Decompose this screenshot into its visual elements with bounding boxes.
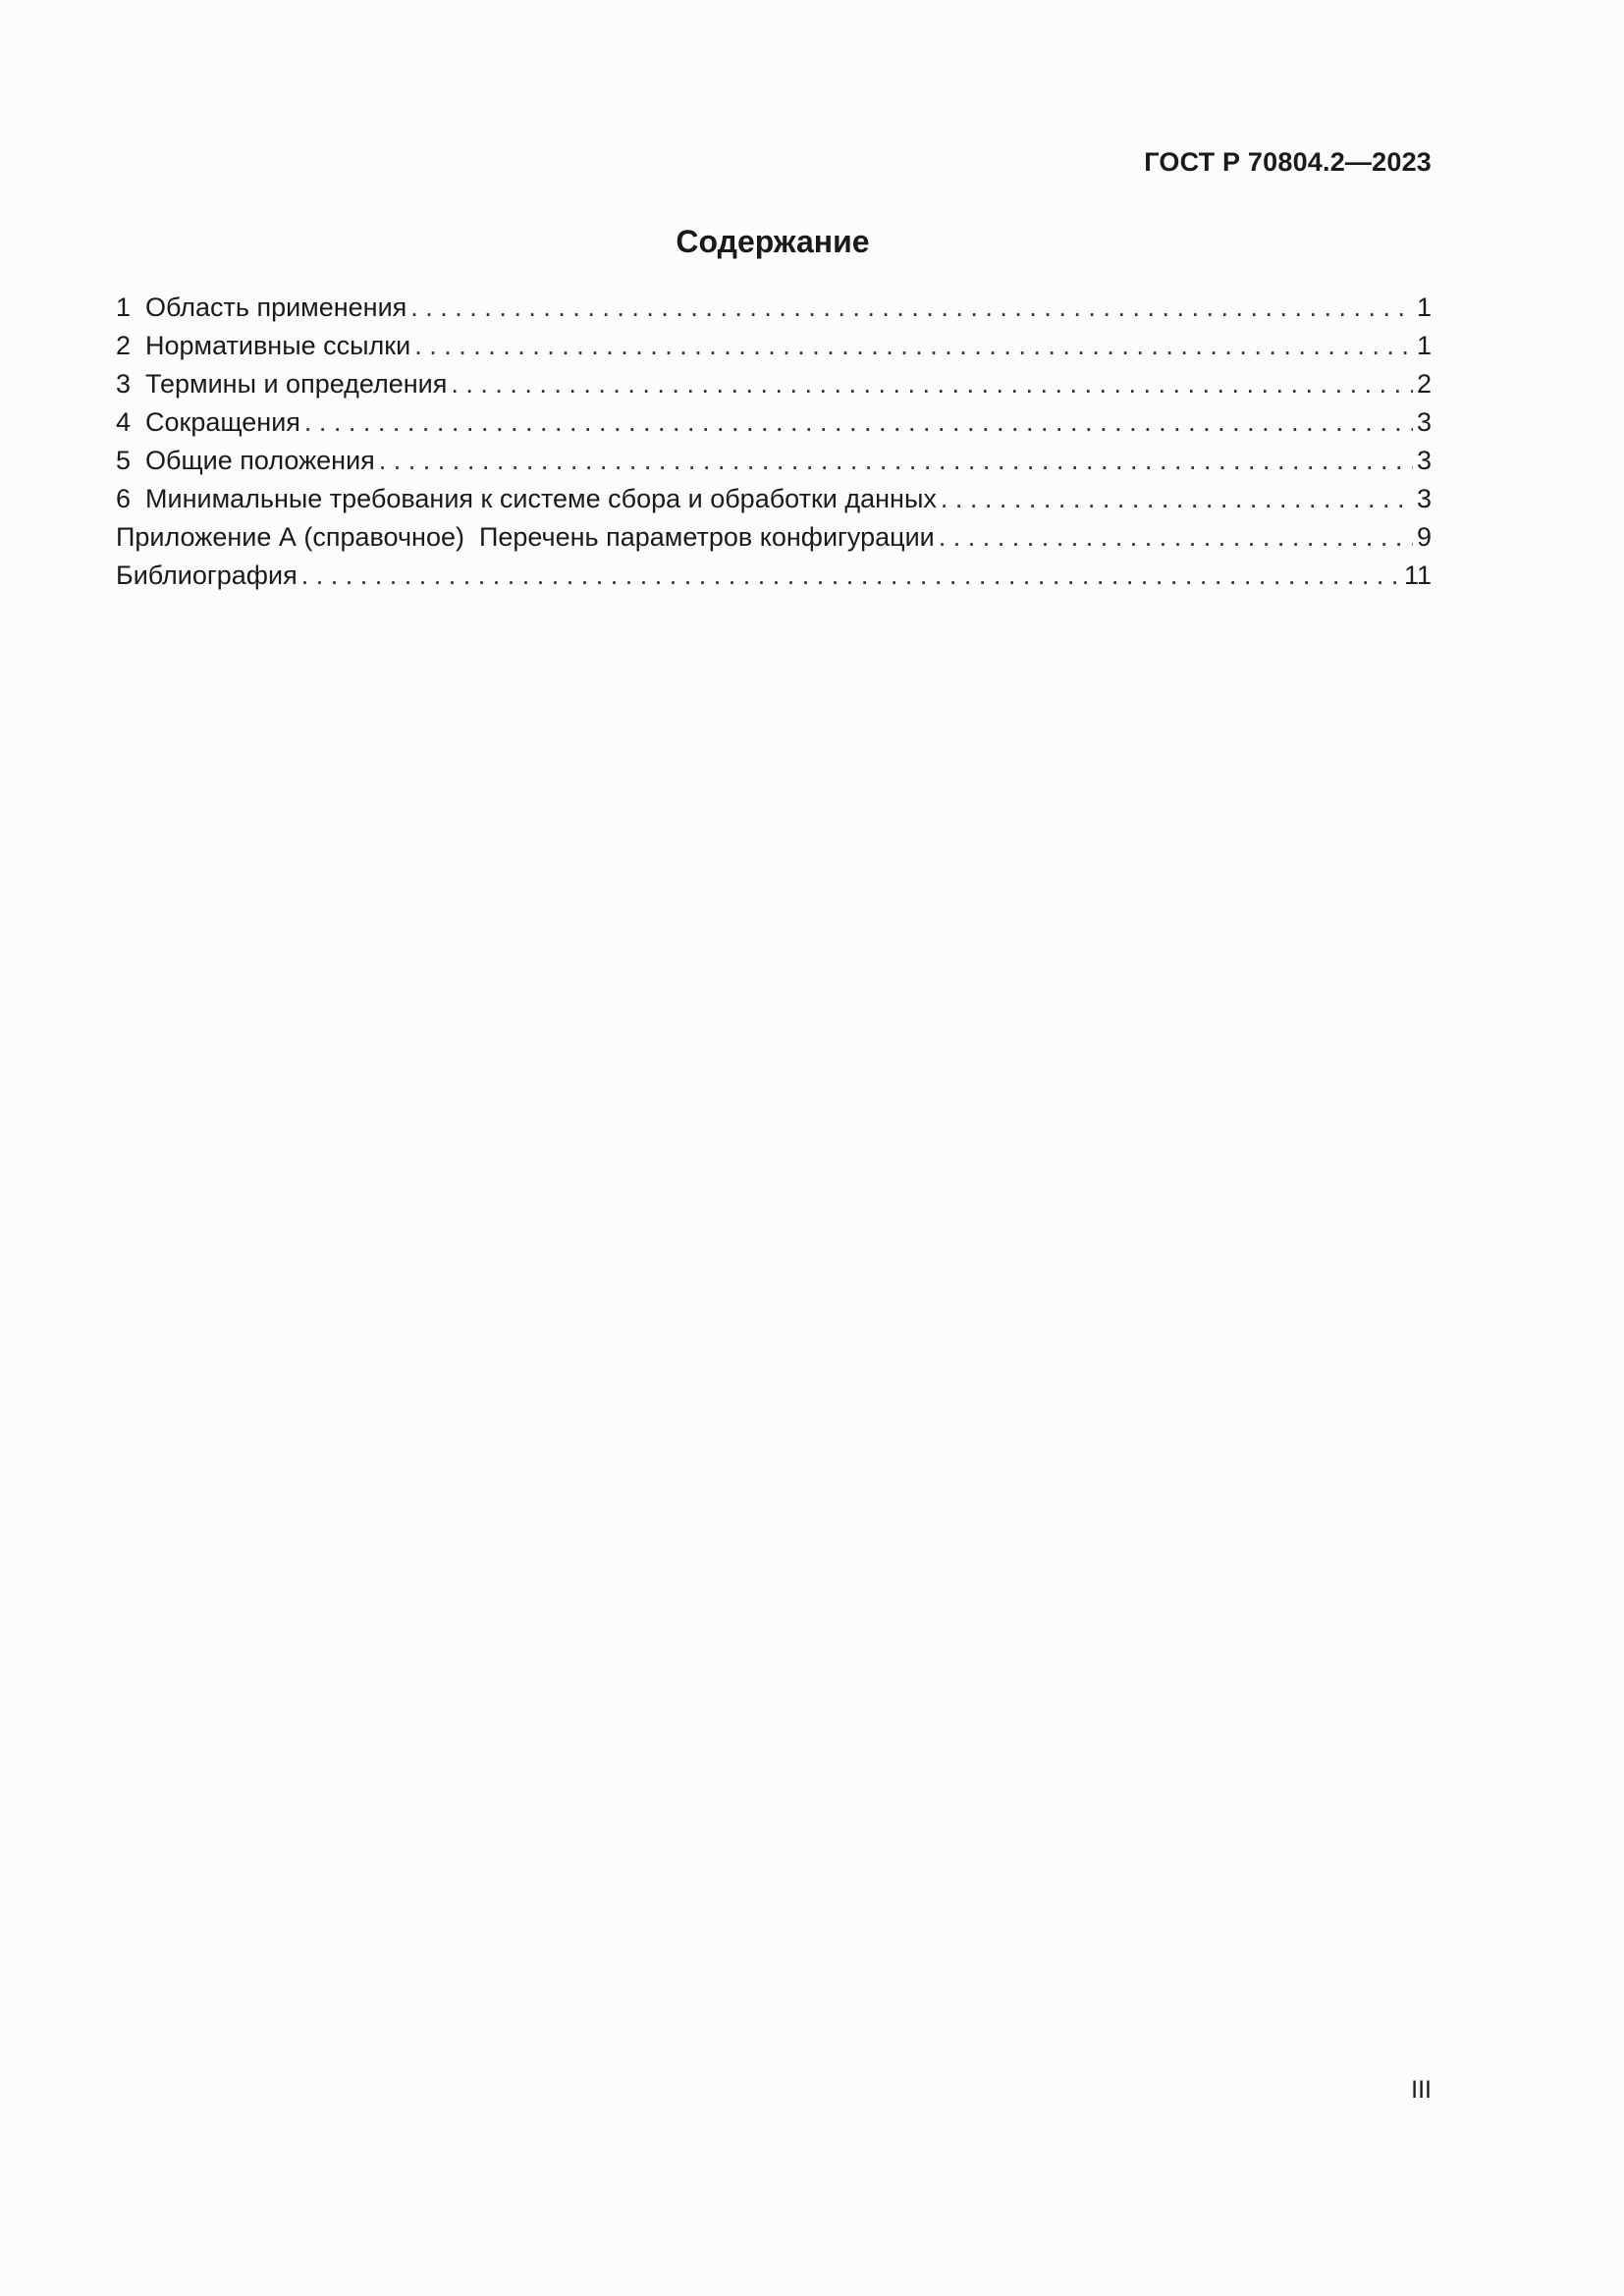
toc-item-number: 5: [116, 446, 132, 475]
toc-dot-leader: [414, 327, 1413, 365]
toc-item-title: Общие положения: [145, 446, 375, 475]
toc-item-number: 2: [116, 331, 132, 360]
toc-item-page: 1: [1416, 331, 1432, 360]
toc-item-6[interactable]: [116, 480, 1432, 518]
toc-item-1[interactable]: [116, 289, 1432, 327]
toc-dot-leader: [939, 518, 1413, 557]
toc-item-number: 1: [116, 293, 132, 322]
toc-dot-leader: [451, 365, 1413, 403]
toc-item-3[interactable]: [116, 365, 1432, 403]
toc-item-page: 3: [1416, 484, 1432, 513]
document-code: ГОСТ Р 70804.2—2023: [1144, 147, 1432, 177]
toc-item-title: Приложение А (справочное) Перечень параметров конфигурации: [116, 522, 935, 552]
toc-item-2[interactable]: [116, 327, 1432, 365]
toc-item-page: 3: [1416, 446, 1432, 475]
toc-item-4[interactable]: [116, 403, 1432, 442]
toc-dot-leader: [410, 289, 1413, 327]
toc-item-appendix-a[interactable]: [116, 518, 1432, 557]
page-number: III: [1411, 2076, 1432, 2104]
toc-dot-leader: [941, 480, 1413, 518]
toc-item-number: 3: [116, 369, 132, 399]
toc-item-page: 2: [1416, 369, 1432, 399]
toc-dot-leader: [379, 442, 1413, 480]
toc-item-page: 9: [1416, 522, 1432, 552]
toc-item-number: 4: [116, 407, 132, 437]
toc-item-page: 11: [1403, 561, 1432, 590]
table-of-contents: [116, 289, 1432, 595]
toc-dot-leader: [304, 403, 1413, 442]
toc-item-title: Термины и определения: [145, 369, 448, 399]
toc-item-page: 3: [1416, 407, 1432, 437]
toc-item-number: 6: [116, 484, 132, 513]
toc-item-5[interactable]: [116, 442, 1432, 480]
toc-item-title: Сокращения: [145, 407, 300, 437]
toc-item-title: Нормативные ссылки: [145, 331, 411, 360]
toc-item-title: Область применения: [145, 293, 407, 322]
toc-item-title: Библиография: [116, 561, 298, 590]
toc-item-title: Минимальные требования к системе сбора и обработки данных: [145, 484, 937, 513]
toc-title: Содержание: [676, 224, 870, 259]
toc-dot-leader: [301, 557, 1400, 595]
toc-item-bibliography[interactable]: [116, 557, 1432, 595]
toc-item-page: 1: [1416, 293, 1432, 322]
